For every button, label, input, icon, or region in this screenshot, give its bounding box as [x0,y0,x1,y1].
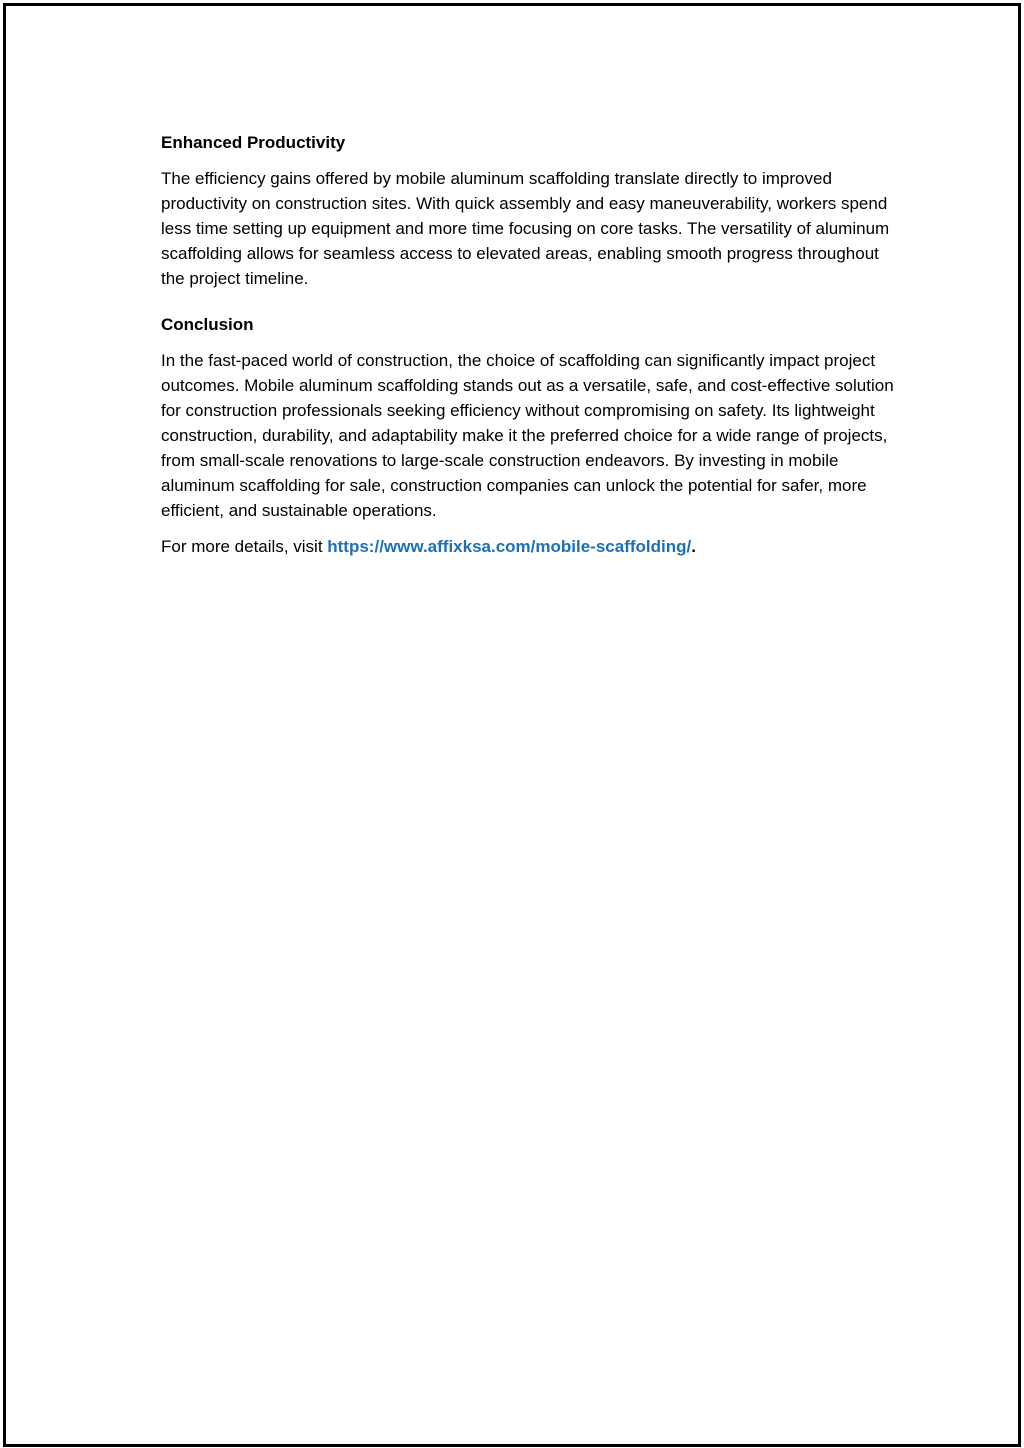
heading-enhanced-productivity: Enhanced Productivity [161,133,346,152]
paragraph-conclusion: In the fast-paced world of construction, the choice of scaffolding can significantly impact project outcomes. Mobile aluminum scaffolding stands out as a versatile, safe, and cost-effective solution for construction professionals seeking efficiency without compromising on safety. Its lightweight construction, durability, and adaptability make it the preferred choice for a wide range of projects, from small-scale renovations to large-scale construction endeavors. By investing in mobile aluminum scaffolding for sale, construction companies can unlock the potential for safer, more efficient, and sustainable operations. [161,351,894,520]
scaffolding-link[interactable]: https://www.affixksa.com/mobile-scaffolding/ [327,537,692,556]
page-frame [3,3,1021,1447]
paragraph-enhanced-productivity: The efficiency gains offered by mobile aluminum scaffolding translate directly to improved productivity on construction sites. With quick assembly and easy maneuverability, workers spend less time setting up equipment and more time focusing on core tasks. The versatility of aluminum scaffolding allows for seamless access to elevated areas, enabling smooth progress throughout the project timeline. [161,169,890,288]
more-details-suffix: . [691,537,696,556]
document-body [161,130,901,570]
more-details-prefix: For more details, visit [161,537,328,556]
more-details-line [161,534,901,559]
section-spacer [161,302,901,312]
heading-conclusion: Conclusion [161,315,254,334]
